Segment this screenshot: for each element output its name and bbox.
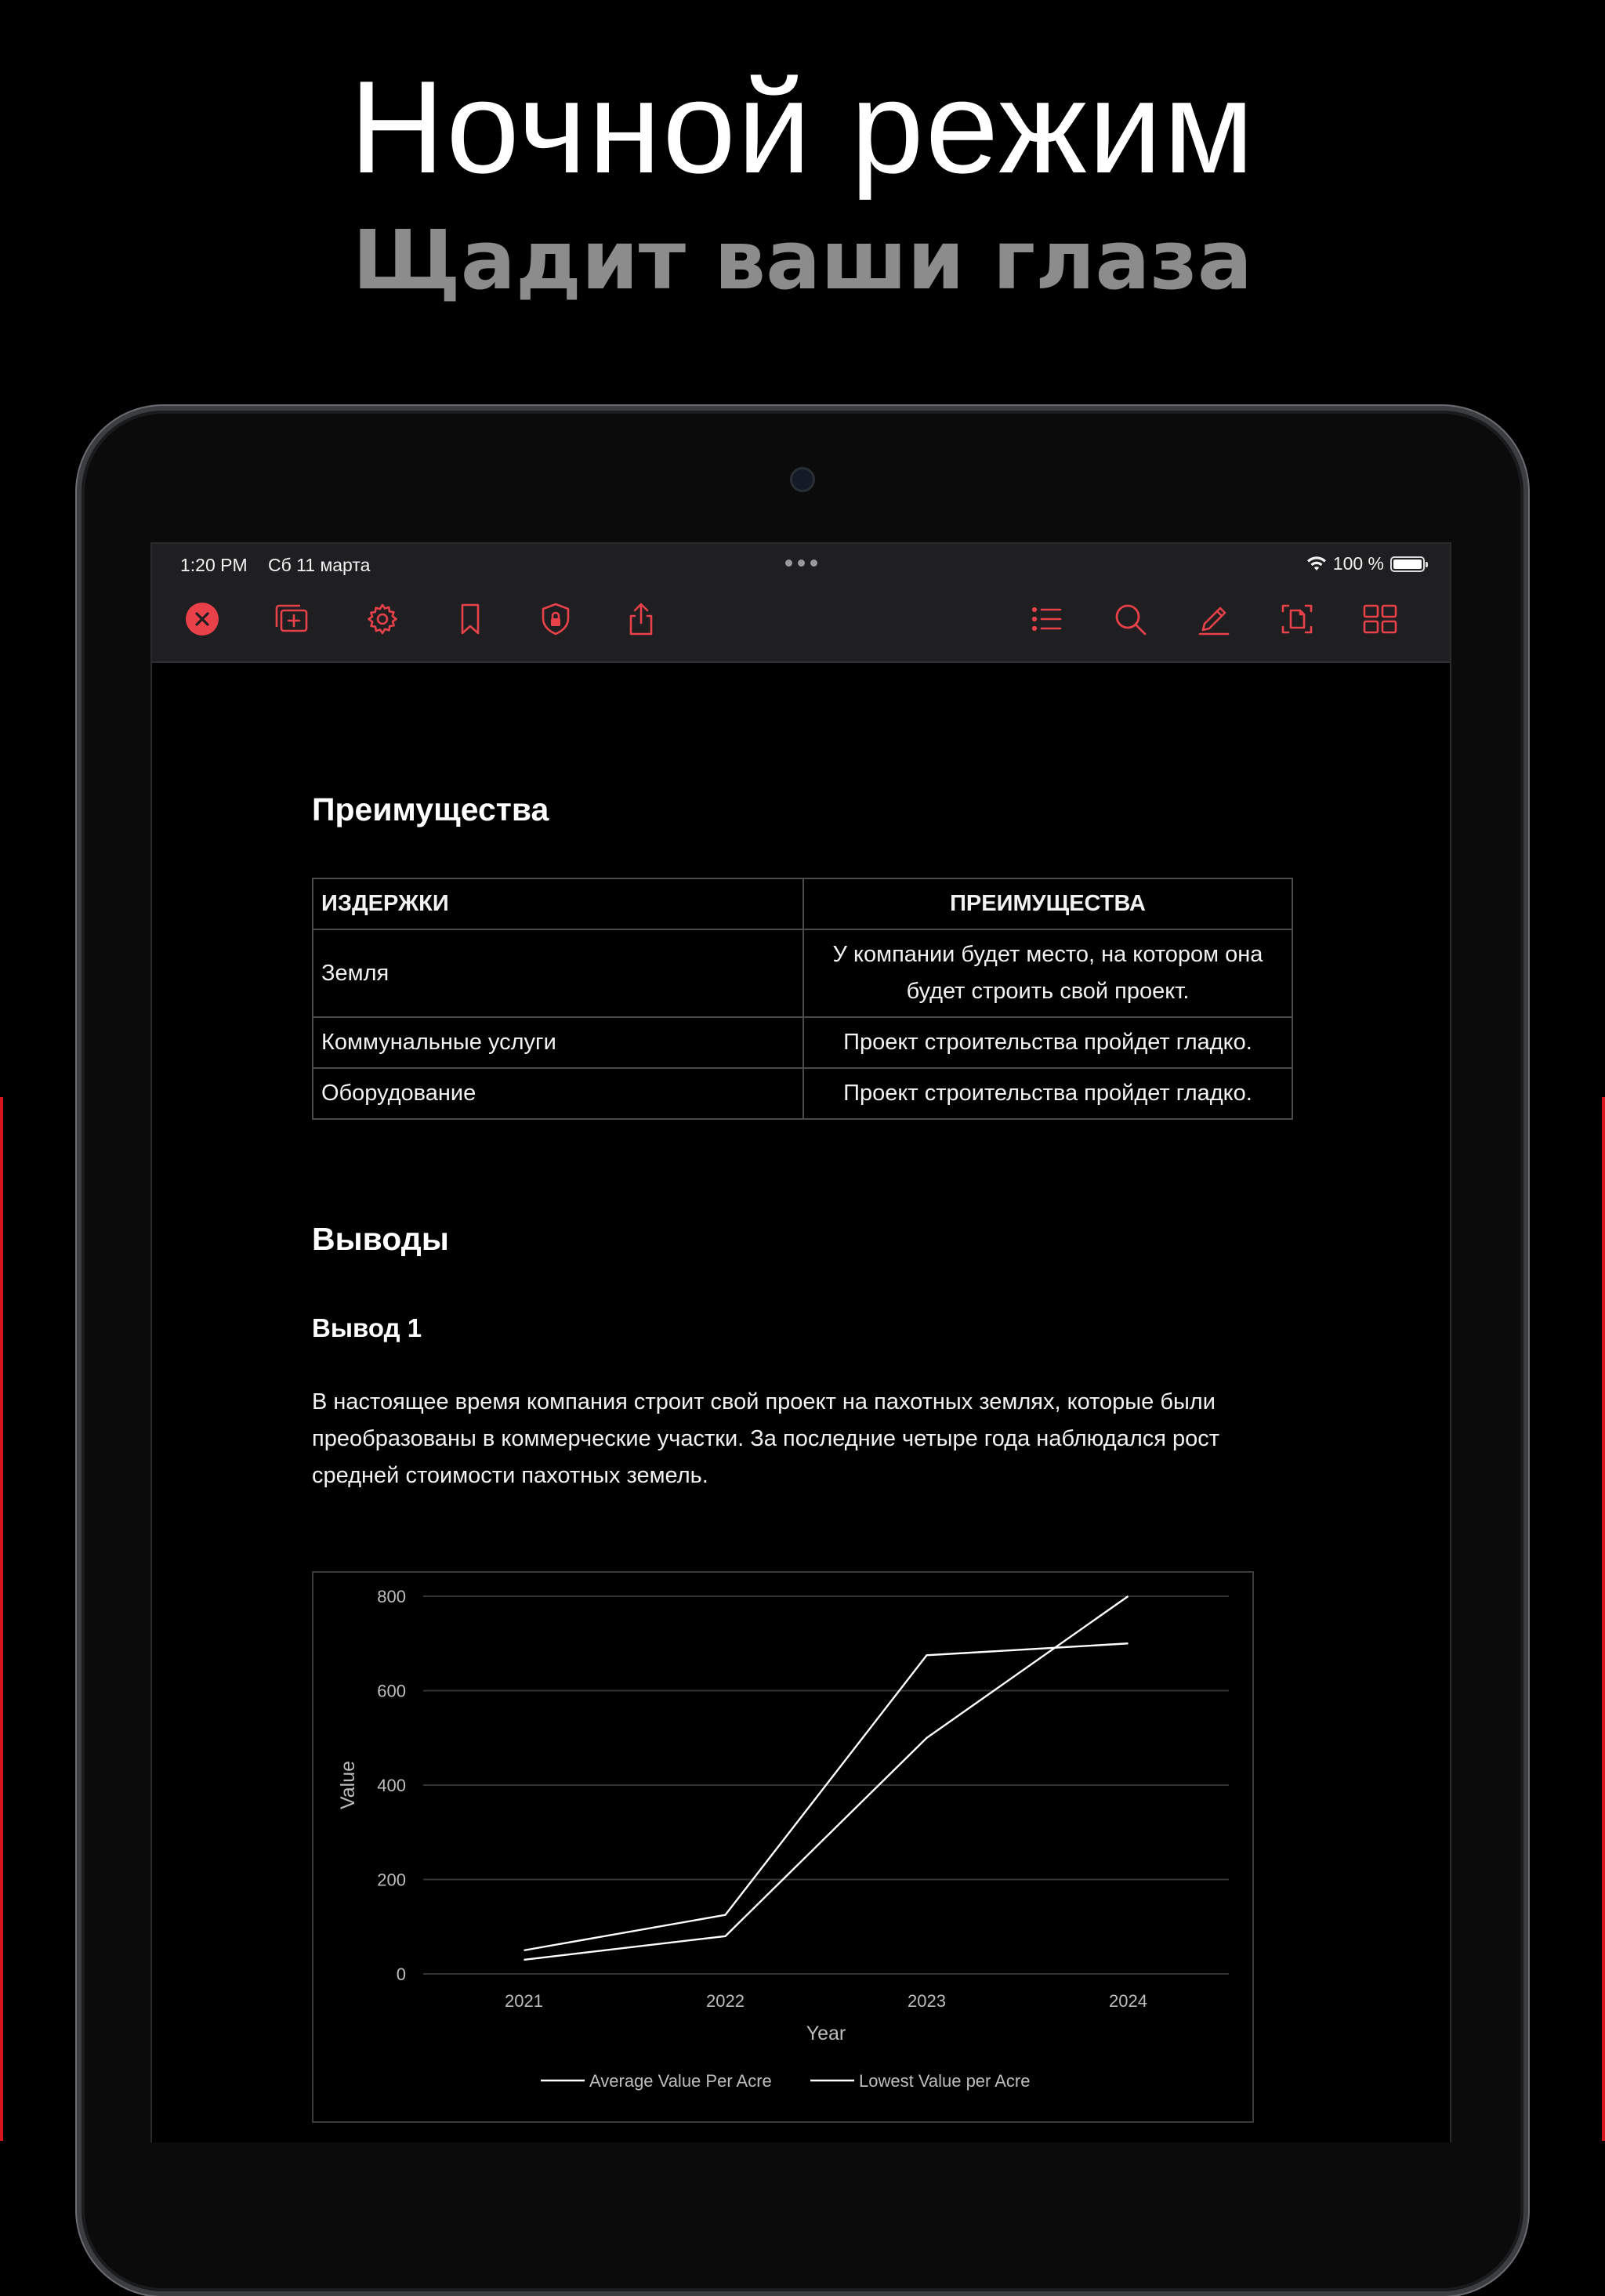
bookmark-icon: [452, 601, 488, 637]
table-cell: Оборудование: [313, 1068, 803, 1119]
conclusion-paragraph: В настоящее время компания строит свой проект на пахотных землях, которые были преобразованы в коммерческие участки. За последние четыре года наблюдался рост средней стоимости пахотных земель.: [312, 1389, 1220, 1488]
series-line: [524, 1596, 1129, 1960]
status-date: Сб 11 марта: [268, 555, 371, 575]
bookmark-button[interactable]: [451, 600, 489, 638]
grid-view-button[interactable]: [1361, 600, 1399, 638]
section-title-conclusions: Выводы: [312, 1221, 449, 1257]
close-button[interactable]: [183, 600, 221, 638]
battery-percent: 100 %: [1332, 553, 1384, 574]
table-row: [313, 1068, 1292, 1119]
table-header-costs: ИЗДЕРЖКИ: [313, 878, 803, 929]
wifi-icon: [1306, 556, 1327, 572]
share-icon: [623, 601, 659, 637]
legend-entry: Average Value Per Acre: [589, 2071, 772, 2091]
gear-icon: [364, 601, 400, 637]
section-title-advantages: Преимущества: [312, 791, 549, 828]
table-cell: У компании будет место, на котором она будет строить свой проект.: [803, 929, 1292, 1017]
y-tick-label: 600: [377, 1681, 406, 1701]
settings-button[interactable]: [364, 600, 401, 638]
series-line: [524, 1643, 1129, 1950]
annotate-button[interactable]: [1195, 600, 1233, 638]
hero-title: Ночной режим: [349, 53, 1256, 201]
page-scan-icon: [1279, 601, 1315, 637]
right-accent-strip: [1602, 1097, 1605, 2141]
top-bar: [152, 544, 1450, 663]
y-tick-label: 200: [377, 1870, 406, 1890]
security-button[interactable]: [537, 600, 574, 638]
x-tick-label: 2023: [908, 1991, 946, 2011]
legend-entry: Lowest Value per Acre: [859, 2071, 1031, 2091]
list-icon: [1029, 601, 1065, 637]
x-tick-label: 2024: [1109, 1991, 1147, 2011]
contents-button[interactable]: [1028, 600, 1066, 638]
advantages-table: [312, 878, 1293, 1120]
hero-subtitle: Щадит ваши глаза: [352, 212, 1253, 308]
line-chart: [312, 1571, 1254, 2123]
left-accent-strip: [0, 1097, 3, 2141]
shield-lock-icon: [538, 601, 574, 637]
x-axis-label: Year: [806, 2023, 846, 2044]
pencil-icon: [1196, 601, 1232, 637]
search-icon: [1112, 601, 1148, 637]
share-button[interactable]: [622, 600, 660, 638]
y-axis-label: Value: [337, 1760, 359, 1810]
new-tab-button[interactable]: [273, 600, 310, 638]
table-cell: Проект строительства пройдет гладко.: [803, 1017, 1292, 1068]
table-row: [313, 1017, 1292, 1068]
y-tick-label: 800: [377, 1587, 406, 1606]
camera-icon: [790, 467, 815, 492]
search-button[interactable]: [1111, 600, 1149, 638]
x-tick-label: 2022: [706, 1991, 745, 2011]
y-tick-label: 400: [377, 1776, 406, 1795]
close-icon: [184, 601, 220, 637]
status-time: 1:20 PM: [180, 555, 248, 575]
table-cell: Проект строительства пройдет гладко.: [803, 1068, 1292, 1119]
chart-svg: [313, 1573, 1252, 2121]
y-tick-label: 0: [396, 1965, 406, 1984]
multitasking-dots[interactable]: [785, 560, 817, 567]
page-scan-button[interactable]: [1278, 600, 1316, 638]
status-bar: [152, 544, 1450, 583]
grid-icon: [1362, 601, 1398, 637]
status-right: [1306, 553, 1425, 574]
table-header-row: [313, 878, 1292, 929]
table-header-advantages: ПРЕИМУЩЕСТВА: [803, 878, 1292, 929]
table-cell: Земля: [313, 929, 803, 1017]
battery-icon: [1390, 556, 1425, 572]
table-row: [313, 929, 1292, 1017]
table-cell: Коммунальные услуги: [313, 1017, 803, 1068]
subsection-title: Вывод 1: [312, 1313, 422, 1342]
add-tab-icon: [274, 601, 310, 637]
x-tick-label: 2021: [505, 1991, 543, 2011]
